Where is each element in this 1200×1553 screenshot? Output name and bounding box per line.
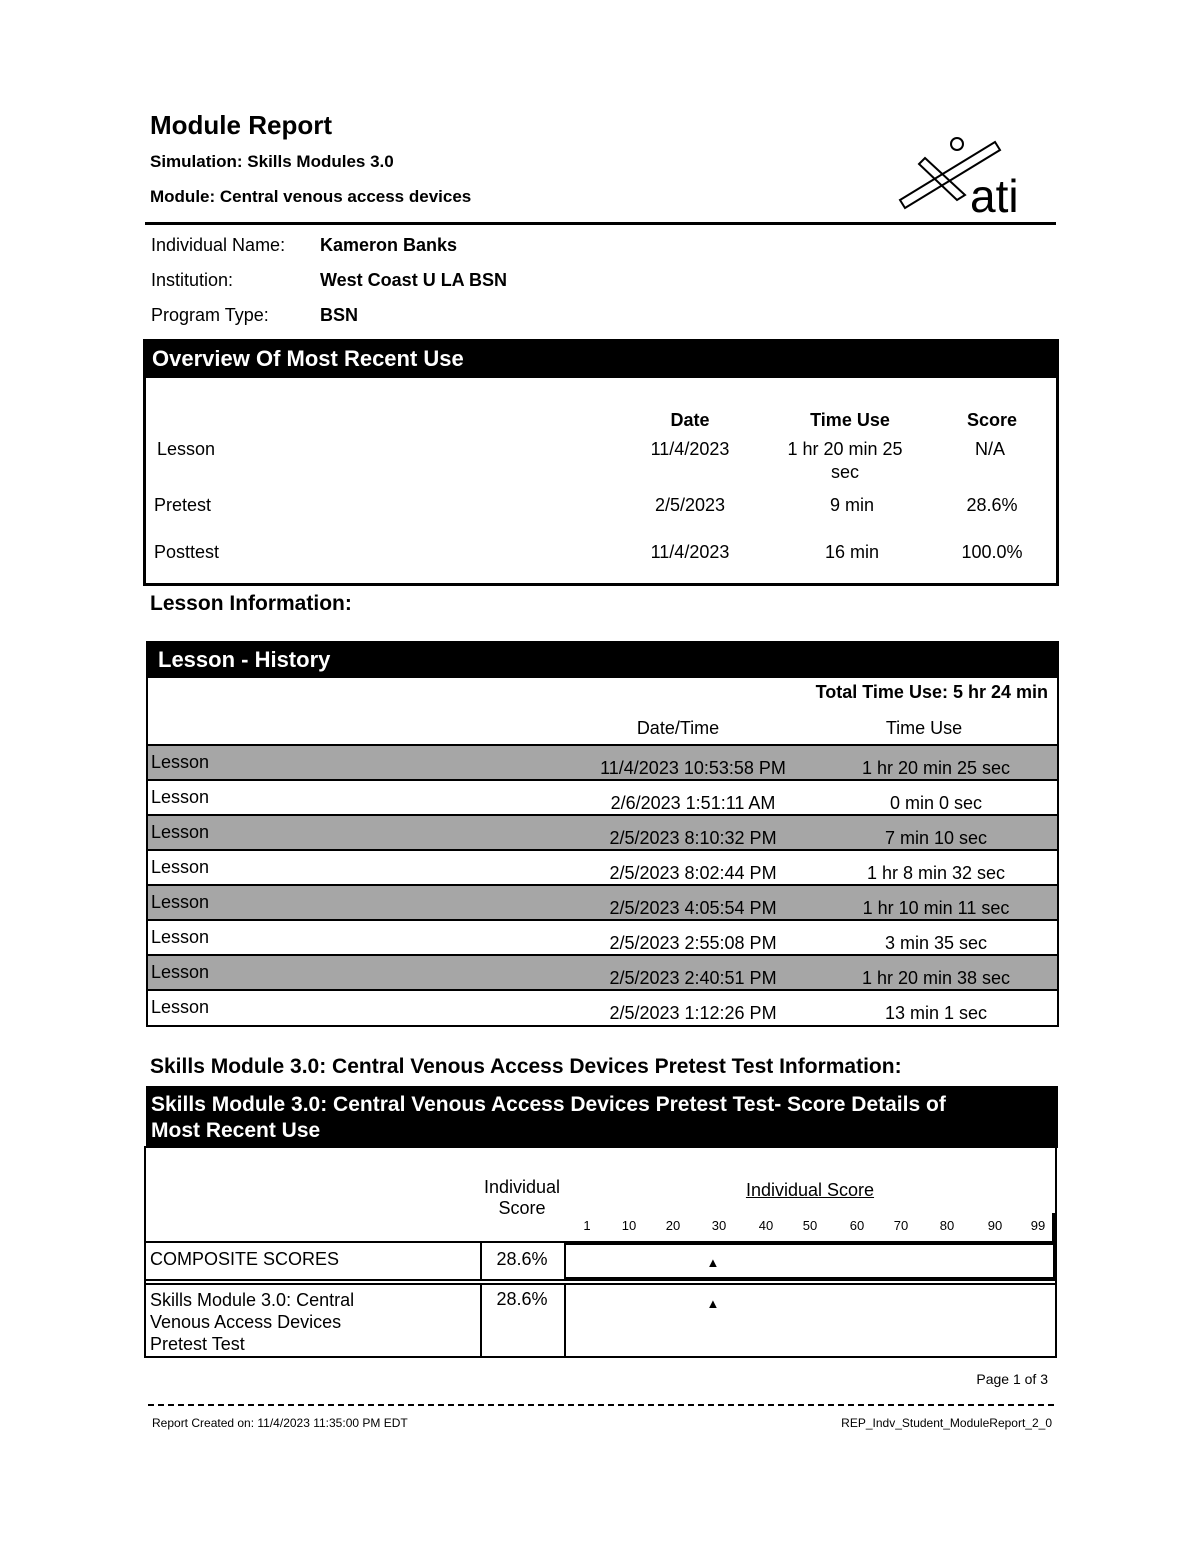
row-label: Lesson [151,927,210,947]
header-rule [145,222,1056,225]
overview-row-label: Lesson [157,439,216,459]
row-time: 1 hr 10 min 11 sec [862,898,1010,918]
overview-row-score: N/A [974,439,1005,459]
row-datetime: 2/5/2023 4:05:54 PM [609,898,777,918]
module-score: 28.6% [496,1289,548,1309]
module-label-line2: Venous Access Devices [150,1312,342,1332]
ati-logo [895,130,1045,220]
overview-row-time: 16 min [824,542,880,562]
simulation-name: Simulation: Skills Modules 3.0 [150,152,394,171]
score-details-title-line1: Skills Module 3.0: Central Venous Access Devices Pretest Test- Score Details of [151,1093,946,1116]
institution-value: West Coast U LA BSN [320,270,508,290]
composite-label: COMPOSITE SCORES [150,1249,340,1269]
row-label: Lesson [151,857,210,877]
row-time: 1 hr 8 min 32 sec [866,863,1006,883]
row-time: 7 min 10 sec [884,828,988,848]
score-details-title-line2: Most Recent Use [151,1119,321,1142]
institution-label: Institution: [151,270,234,290]
page-number: Page 1 of 3 [976,1371,1048,1387]
row-datetime: 11/4/2023 10:53:58 PM [600,758,786,778]
row-datetime: 2/6/2023 1:51:11 AM [610,793,776,813]
total-time-use: Total Time Use: 5 hr 24 min [815,682,1048,702]
overview-row-label: Pretest [154,495,212,515]
overview-row-time: 9 min [829,495,874,515]
row-label: Lesson [151,787,210,807]
table-row [148,919,1057,954]
score-details-title [146,1086,1058,1148]
composite-scale-box [564,1243,1055,1279]
col-divider [564,1283,566,1356]
row-datetime: 2/5/2023 2:40:51 PM [609,968,777,988]
overview-col-time: Time Use [810,410,890,430]
lesson-history-title: Lesson - History [146,641,1059,678]
row-divider [146,1283,1057,1285]
overview-row-time-cont: sec [830,462,859,482]
col-individual-score [470,1177,574,1219]
col-timeuse: Time Use [885,718,963,738]
report-created: Report Created on: 11/4/2023 11:35:00 PM EDT [152,1416,408,1430]
row-datetime: 2/5/2023 2:55:08 PM [609,933,777,953]
overview-row-time: 1 hr 20 min 25 [787,439,903,459]
table-row [148,954,1057,989]
row-label: Lesson [151,962,210,982]
module-label-line3: Pretest Test [150,1334,245,1354]
name-label: Individual Name: [151,235,286,255]
overview-row-date: 2/5/2023 [654,495,726,515]
table-row [148,814,1057,849]
composite-score: 28.6% [496,1249,548,1269]
row-label: Lesson [151,752,210,772]
col-datetime: Date/Time [636,718,720,738]
row-time: 1 hr 20 min 25 sec [861,758,1011,778]
scale-title: Individual Score [745,1180,875,1200]
module-label [150,1289,354,1355]
row-time: 3 min 35 sec [884,933,988,953]
lesson-info-title: Lesson Information: [150,592,352,615]
table-row [148,779,1057,814]
student-name: Kameron Banks [320,235,458,255]
overview-row-score: 28.6% [966,495,1018,515]
overview-row-score: 100.0% [961,542,1023,562]
row-datetime: 2/5/2023 8:10:32 PM [609,828,777,848]
row-time: 0 min 0 sec [889,793,983,813]
overview-row-date: 11/4/2023 [650,542,730,562]
page-title: Module Report [150,110,332,140]
col-individual-score-line1: Individual [483,1177,561,1197]
row-label: Lesson [151,892,210,912]
table-row [148,744,1057,779]
row-divider [146,1279,1057,1281]
table-row [148,849,1057,884]
report-id: REP_Indv_Student_ModuleReport_2_0 [841,1416,1052,1430]
row-time: 1 hr 20 min 38 sec [861,968,1011,988]
table-row [148,884,1057,919]
row-datetime: 2/5/2023 8:02:44 PM [609,863,777,883]
overview-title: Overview Of Most Recent Use [143,339,1059,378]
score-marker: ▲ [706,1296,720,1311]
module-label-line1: Skills Module 3.0: Central [150,1290,355,1310]
overview-col-date: Date [670,410,710,430]
program-value: BSN [320,305,359,325]
col-individual-score-line2: Score [498,1198,546,1218]
module-name: Module: Central venous access devices [150,187,472,206]
ati-logo-icon [895,130,1045,220]
overview-row-date: 11/4/2023 [650,439,730,459]
row-label: Lesson [151,997,210,1017]
score-marker: ▲ [706,1255,720,1270]
program-label: Program Type: [151,305,269,325]
scale-end-mark [1052,1213,1055,1243]
logo-text: ati [970,170,1019,220]
overview-col-score: Score [966,410,1018,430]
pretest-info-title: Skills Module 3.0: Central Venous Access Devices Pretest Test Information: [150,1055,902,1078]
row-datetime: 2/5/2023 1:12:26 PM [609,1003,777,1023]
row-time: 13 min 1 sec [884,1003,988,1023]
row-label: Lesson [151,822,210,842]
footer-divider [148,1404,1054,1406]
overview-row-label: Posttest [154,542,220,562]
table-row [148,989,1057,1024]
